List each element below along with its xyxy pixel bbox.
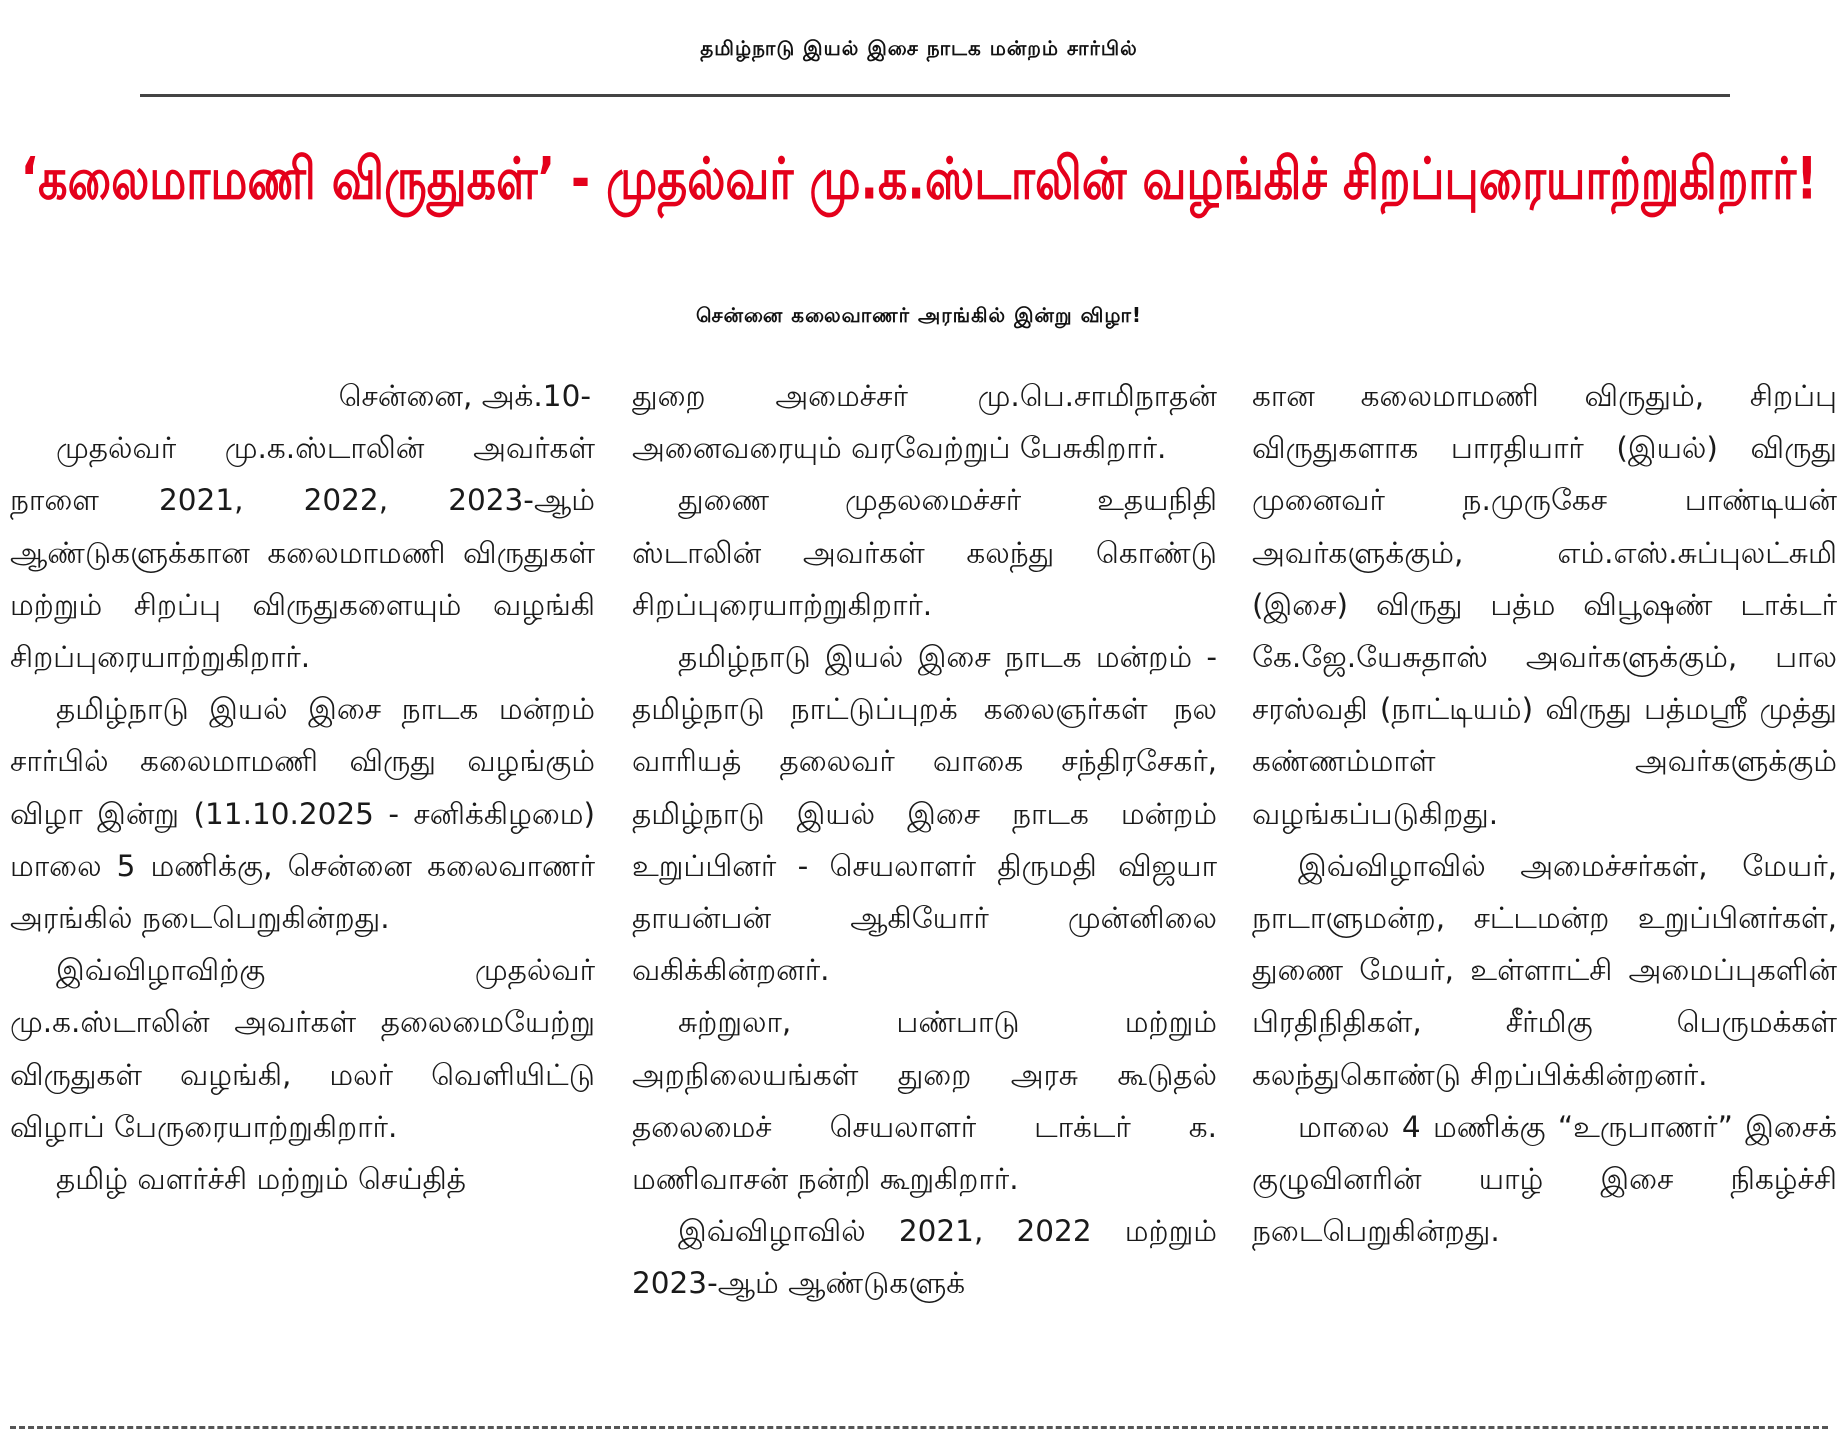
article-column-2 xyxy=(632,370,1217,1310)
article-paragraph: துணை முதலமைச்சர் உதயநிதி ஸ்டாலின் அவர்கள் கலந்து கொண்டு சிறப்புரையாற்றுகிறார். xyxy=(632,483,1217,622)
article-paragraph: தமிழ்நாடு இயல் இசை நாடக மன்றம் சார்பில் கலைமாமணி விருது வழங்கும் விழா இன்று (11.10.2025 - சனிக்கிழமை) மாலை 5 மணிக்கு, சென்னை கலைவாணர் அரங்கில் நடைபெறுகின்றது. xyxy=(10,692,595,936)
kicker-underline xyxy=(140,94,1730,97)
dateline: சென்னை, அக்.10- xyxy=(338,379,591,413)
article-paragraph: துறை அமைச்சர் மு.பெ.சாமிநாதன் அனைவரையும் வரவேற்றுப் பேசுகிறார். xyxy=(632,379,1217,466)
article-column-1 xyxy=(10,370,595,1205)
article-paragraph: முதல்வர் மு.க.ஸ்டாலின் அவர்கள் நாளை 2021, 2022, 2023-ஆம் ஆண்டுகளுக்கான கலைமாமணி விருதுகள் மற்றும் சிறப்பு விருதுகளையும் வழங்கி சிறப்புரையாற்றுகிறார். xyxy=(10,431,595,675)
subheadline: சென்னை கலைவாணர் அரங்கில் இன்று விழா! xyxy=(695,303,1143,327)
article-paragraph: தமிழ்நாடு இயல் இசை நாடக மன்றம் - தமிழ்நாடு நாட்டுப்புறக் கலைஞர்கள் நல வாரியத் தலைவர் வாகை சந்திரசேகர், தமிழ்நாடு இயல் இசை நாடக மன்றம் உறுப்பினர் - செயலாளர் திருமதி விஜயா தாயன்பன் ஆகியோர் முன்னிலை வகிக்கின்றனர். xyxy=(632,640,1217,988)
article-column-3 xyxy=(1252,370,1837,1257)
article-paragraph: இவ்விழாவில் 2021, 2022 மற்றும் 2023-ஆம் ஆண்டுகளுக் xyxy=(632,1214,1217,1301)
kicker-heading: தமிழ்நாடு இயல் இசை நாடக மன்றம் சார்பில் xyxy=(700,36,1138,60)
article-paragraph: கான கலைமாமணி விருதும், சிறப்பு விருதுகளாக பாரதியார் (இயல்) விருது முனைவர் ந.முருகேச பாண்டியன் அவர்களுக்கும், எம்.எஸ்.சுப்புலட்சுமி (இசை) விருது பத்ம விபூஷண் டாக்டர் கே.ஜே.யேசுதாஸ் அவர்களுக்கும், பால சரஸ்வதி (நாட்டியம்) விருது பத்மஸ்ரீ முத்து கண்ணம்மாள் அவர்களுக்கும் வழங்கப்படுகிறது. xyxy=(1252,379,1837,831)
article-paragraph: தமிழ் வளர்ச்சி மற்றும் செய்தித் xyxy=(56,1162,467,1197)
article-paragraph: மாலை 4 மணிக்கு “உருபாணர்” இசைக் குழுவினரின் யாழ் இசை நிகழ்ச்சி நடைபெறுகின்றது. xyxy=(1252,1109,1837,1249)
article-paragraph: இவ்விழாவில் அமைச்சர்கள், மேயர், நாடாளுமன்ற, சட்டமன்ற உறுப்பினர்கள், துணை மேயர், உள்ளாட்சி அமைப்புகளின் பிரதிநிதிகள், சீர்மிகு பெருமக்கள் கலந்துகொண்டு சிறப்பிக்கின்றனர். xyxy=(1252,848,1837,1092)
bottom-dashed-rule xyxy=(10,1426,1828,1429)
main-headline: ‘கலைமாமணி விருதுகள்’ - முதல்வர் மு.க.ஸ்டாலின் வழங்கிச் சிறப்புரையாற்றுகிறார்! xyxy=(20,144,1818,213)
article-paragraph: இவ்விழாவிற்கு முதல்வர் மு.க.ஸ்டாலின் அவர்கள் தலைமையேற்று விருதுகள் வழங்கி, மலர் வெளியிட்டு விழாப் பேருரையாற்றுகிறார். xyxy=(10,953,595,1144)
article-paragraph: சுற்றுலா, பண்பாடு மற்றும் அறநிலையங்கள் துறை அரசு கூடுதல் தலைமைச் செயலாளர் டாக்டர் க. மணிவாசன் நன்றி கூறுகிறார். xyxy=(632,1005,1217,1197)
